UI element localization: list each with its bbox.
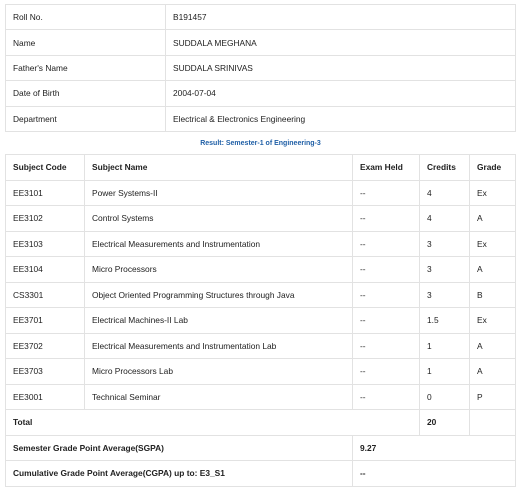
sgpa-row [6, 435, 516, 461]
credits: 4 [420, 180, 470, 206]
exam-held: -- [353, 333, 420, 359]
grade: A [470, 359, 516, 385]
subject-code: EE3703 [6, 359, 85, 385]
col-subject-code: Subject Code [6, 155, 85, 181]
subject-code: EE3701 [6, 308, 85, 334]
exam-held: -- [353, 206, 420, 232]
exam-held: -- [353, 282, 420, 308]
result-title: Result: Semester-1 of Engineering-3 [200, 140, 321, 147]
col-exam-held: Exam Held [353, 155, 420, 181]
exam-held: -- [353, 257, 420, 283]
exam-held: -- [353, 180, 420, 206]
name-label: Name [6, 30, 166, 55]
father-label: Father's Name [6, 55, 166, 80]
credits: 3 [420, 231, 470, 257]
subject-code: EE3103 [6, 231, 85, 257]
name-row [6, 30, 516, 55]
col-grade: Grade [470, 155, 516, 181]
col-credits: Credits [420, 155, 470, 181]
exam-held: -- [353, 359, 420, 385]
credits: 1 [420, 333, 470, 359]
total-credits: 20 [420, 410, 470, 436]
subject-name: Electrical Measurements and Instrumentation Lab [85, 333, 353, 359]
subject-row [6, 359, 516, 385]
grade: B [470, 282, 516, 308]
dob-label: Date of Birth [6, 81, 166, 106]
grade: A [470, 333, 516, 359]
exam-held: -- [353, 231, 420, 257]
father-row [6, 55, 516, 80]
roll-value: B191457 [166, 5, 516, 30]
subject-row [6, 257, 516, 283]
student-info-table [5, 4, 516, 132]
subject-name: Control Systems [85, 206, 353, 232]
credits: 3 [420, 282, 470, 308]
grade: Ex [470, 308, 516, 334]
subject-code: EE3102 [6, 206, 85, 232]
subject-name: Power Systems-II [85, 180, 353, 206]
department-label: Department [6, 106, 166, 131]
grade: Ex [470, 231, 516, 257]
subject-row [6, 308, 516, 334]
subject-row [6, 180, 516, 206]
sgpa-label: Semester Grade Point Average(SGPA) [6, 435, 353, 461]
subject-name: Object Oriented Programming Structures through Java [85, 282, 353, 308]
subject-row [6, 231, 516, 257]
cgpa-value: -- [353, 461, 516, 487]
roll-row [6, 5, 516, 30]
subject-row [6, 206, 516, 232]
cgpa-label: Cumulative Grade Point Average(CGPA) up to: E3_S1 [6, 461, 353, 487]
exam-held: -- [353, 384, 420, 410]
credits: 1.5 [420, 308, 470, 334]
grade: A [470, 206, 516, 232]
subject-row [6, 384, 516, 410]
sgpa-value: 9.27 [353, 435, 516, 461]
col-subject-name: Subject Name [85, 155, 353, 181]
grade: Ex [470, 180, 516, 206]
credits: 1 [420, 359, 470, 385]
marks-header-row [6, 155, 516, 181]
subject-name: Electrical Measurements and Instrumentation [85, 231, 353, 257]
credits: 4 [420, 206, 470, 232]
department-row [6, 106, 516, 131]
subject-name: Technical Seminar [85, 384, 353, 410]
subject-name: Micro Processors [85, 257, 353, 283]
subject-code: EE3702 [6, 333, 85, 359]
roll-label: Roll No. [6, 5, 166, 30]
subject-row [6, 282, 516, 308]
exam-held: -- [353, 308, 420, 334]
total-empty-cell [470, 410, 516, 436]
credits: 3 [420, 257, 470, 283]
subject-name: Electrical Machines-II Lab [85, 308, 353, 334]
father-value: SUDDALA SRINIVAS [166, 55, 516, 80]
cgpa-row [6, 461, 516, 487]
subject-code: EE3104 [6, 257, 85, 283]
grade: A [470, 257, 516, 283]
subject-row [6, 333, 516, 359]
subject-code: CS3301 [6, 282, 85, 308]
dob-value: 2004-07-04 [166, 81, 516, 106]
subject-name: Micro Processors Lab [85, 359, 353, 385]
subject-code: EE3001 [6, 384, 85, 410]
marks-table [5, 154, 516, 487]
credits: 0 [420, 384, 470, 410]
department-value: Electrical & Electronics Engineering [166, 106, 516, 131]
total-row [6, 410, 516, 436]
total-label: Total [6, 410, 420, 436]
dob-row [6, 81, 516, 106]
grade: P [470, 384, 516, 410]
subject-code: EE3101 [6, 180, 85, 206]
name-value: SUDDALA MEGHANA [166, 30, 516, 55]
